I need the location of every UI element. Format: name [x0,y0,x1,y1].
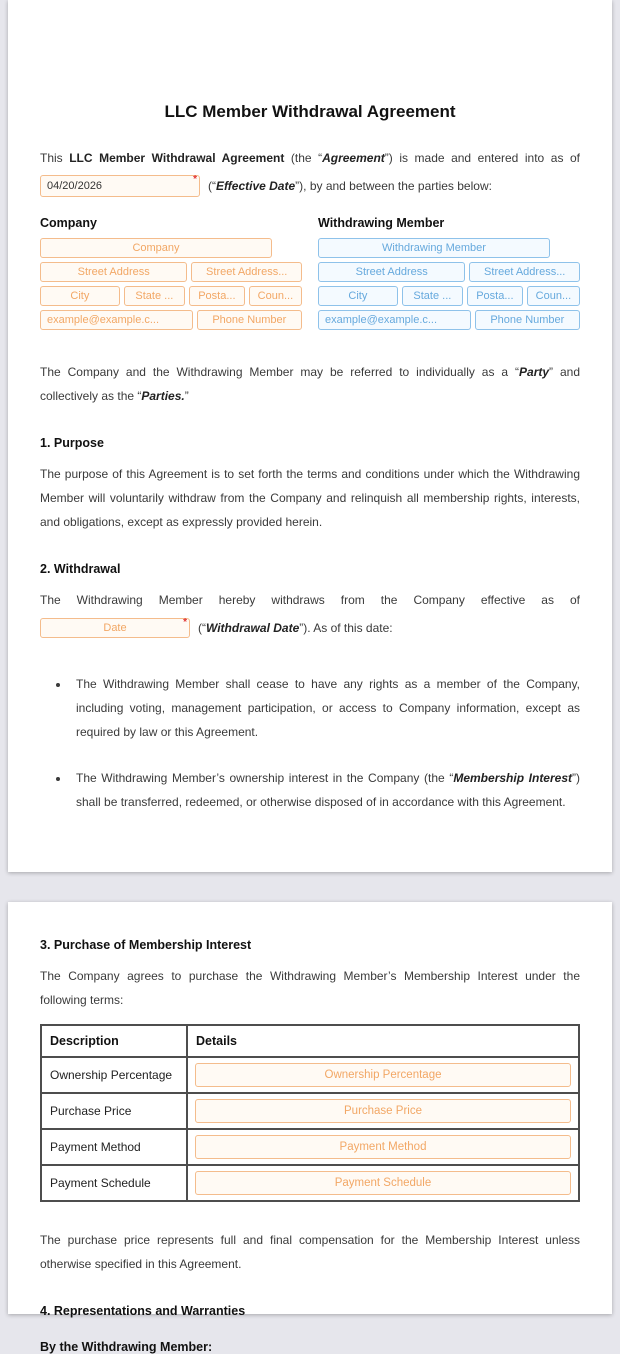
company-state-fieldwrap [124,286,185,306]
member-city-row [318,286,580,306]
intro-run: (“ [208,179,216,193]
bullet-2-run: The Withdrawing Member’s ownership interest in the Company (the “ [76,771,454,785]
company-name-row [40,238,302,258]
member-country-fieldwrap [527,286,580,306]
company-column [40,216,302,334]
parties-run: The Company and the Withdrawing Member may be referred to individually as a “ [40,365,520,379]
company-name-fieldwrap [40,238,272,258]
member-email-input[interactable] [318,310,471,330]
table-row [41,1093,579,1129]
effective-date-text [208,174,492,198]
purchase-price-input[interactable] [195,1099,571,1123]
row-detail-cell [187,1093,579,1129]
bullet-2-run: ”) shall be transferred, redeemed, or otherwise disposed of in accordance with this Agreement. [76,771,580,809]
effective-date-term: Effective Date [216,179,296,193]
intro-run: ”) is made and entered into as of [384,151,581,165]
member-name-fieldwrap [318,238,550,258]
agreement-name-bold: LLC Member Withdrawal Agreement [69,151,285,165]
parties-fields-row [40,216,580,334]
company-phone-input[interactable] [197,310,302,330]
intro-run: ”), by and between the parties below: [295,179,492,193]
intro-run: (the “ [284,151,323,165]
withdrawal-date-input[interactable] [40,618,190,638]
party-term: Party [519,365,550,379]
member-state-input[interactable] [402,286,463,306]
row-label-payment-method: Payment Method [41,1129,187,1165]
bullet-1-text: The Withdrawing Member shall cease to have any rights as a member of the Company, including voting, management participation, or access to Company information, except as required by law or this Agreement. [76,677,580,739]
section-4-subheading: By the Withdrawing Member: [40,1340,213,1354]
table-row [41,1165,579,1201]
payment-schedule-input[interactable] [195,1171,571,1195]
company-label: Company [40,216,97,230]
row-detail-cell [187,1057,579,1093]
section-3-heading: 3. Purchase of Membership Interest [40,938,252,952]
member-postal-input[interactable] [467,286,523,306]
agreement-term: Agreement [322,151,385,165]
withdrawal-date-text [198,616,393,640]
member-street-row [318,262,580,282]
member-country-input[interactable] [527,286,580,306]
row-detail-cell [187,1165,579,1201]
member-postal-fieldwrap [467,286,523,306]
purchase-terms-table [40,1024,580,1202]
member-name-input[interactable] [318,238,550,258]
member-phone-fieldwrap [475,310,580,330]
section-1-body: The purpose of this Agreement is to set forth the terms and conditions under which the Withdrawing Member will voluntarily withdraw from the Company and relinquish all membership rights, interests, and obligations, except as expressly provided herein. [40,467,580,529]
member-street1-fieldwrap [318,262,465,282]
withdrawal-date-row [40,616,580,640]
member-street2-fieldwrap [469,262,580,282]
company-street2-fieldwrap [191,262,302,282]
company-street-address2-input[interactable] [191,262,302,282]
company-name-input[interactable] [40,238,272,258]
member-street-address2-input[interactable] [469,262,580,282]
withdrawal-date-fieldwrap [40,618,190,638]
member-city-fieldwrap [318,286,398,306]
payment-method-input[interactable] [195,1135,571,1159]
company-contact-row [40,310,302,330]
intro-run: This [40,151,70,165]
parties-run: ” and collectively as the “ [40,365,580,403]
section-1-heading: 1. Purpose [40,436,104,450]
withdrawal-line1: The Withdrawing Member hereby withdraws from the Company effective as of [40,593,580,607]
section-4-heading: 4. Representations and Warranties [40,1304,246,1318]
member-column [318,216,580,334]
member-email-fieldwrap [318,310,471,330]
company-city-row [40,286,302,306]
row-label-payment-schedule: Payment Schedule [41,1165,187,1201]
row-label-purchase-price: Purchase Price [41,1093,187,1129]
bullet-item-1 [70,672,580,744]
ownership-percentage-input[interactable] [195,1063,571,1087]
section-2-heading: 2. Withdrawal [40,562,121,576]
row-label-ownership-percentage: Ownership Percentage [41,1057,187,1093]
withdrawal-bullet-list [70,672,580,814]
member-city-input[interactable] [318,286,398,306]
member-label: Withdrawing Member [318,216,445,230]
company-street1-fieldwrap [40,262,187,282]
member-contact-row [318,310,580,330]
effective-date-fieldwrap [40,175,200,197]
member-phone-input[interactable] [475,310,580,330]
company-postal-input[interactable] [189,286,245,306]
section-3-closing: The purchase price represents full and final compensation for the Membership Interest unless otherwise specified in this Agreement. [40,1233,580,1271]
table-row [41,1057,579,1093]
company-street-row [40,262,302,282]
page-divider [0,872,620,902]
table-header-details: Details [187,1025,579,1057]
withdrawal-run: ”). As of this date: [299,621,393,635]
effective-date-row [40,174,580,198]
company-email-fieldwrap [40,310,193,330]
parties-run: ” [184,389,189,403]
table-row [41,1129,579,1165]
withdrawal-run: (“ [198,621,206,635]
bullet-item-2 [70,766,580,814]
company-email-input[interactable] [40,310,193,330]
page-1 [8,0,612,872]
effective-date-input[interactable] [40,175,200,197]
document-title: LLC Member Withdrawal Agreement [164,102,456,121]
company-country-fieldwrap [249,286,302,306]
intro-paragraph-line1 [40,146,580,170]
table-header-description: Description [41,1025,187,1057]
company-postal-fieldwrap [189,286,245,306]
company-city-fieldwrap [40,286,120,306]
member-state-fieldwrap [402,286,463,306]
member-street-address-input[interactable] [318,262,465,282]
company-state-input[interactable] [124,286,185,306]
parties-paragraph [40,360,580,408]
company-city-input[interactable] [40,286,120,306]
company-country-input[interactable] [249,286,302,306]
page-2 [8,902,612,1354]
membership-interest-term: Membership Interest [453,771,572,785]
row-detail-cell [187,1129,579,1165]
parties-term: Parties. [141,389,185,403]
company-street-address-input[interactable] [40,262,187,282]
required-asterisk: * [183,617,187,628]
table-header-row [41,1025,579,1057]
withdrawal-date-term: Withdrawal Date [206,621,300,635]
member-name-row [318,238,580,258]
required-asterisk: * [193,174,197,185]
section-3-intro: The Company agrees to purchase the Withdrawing Member’s Membership Interest under the following terms: [40,969,580,1007]
company-phone-fieldwrap [197,310,302,330]
